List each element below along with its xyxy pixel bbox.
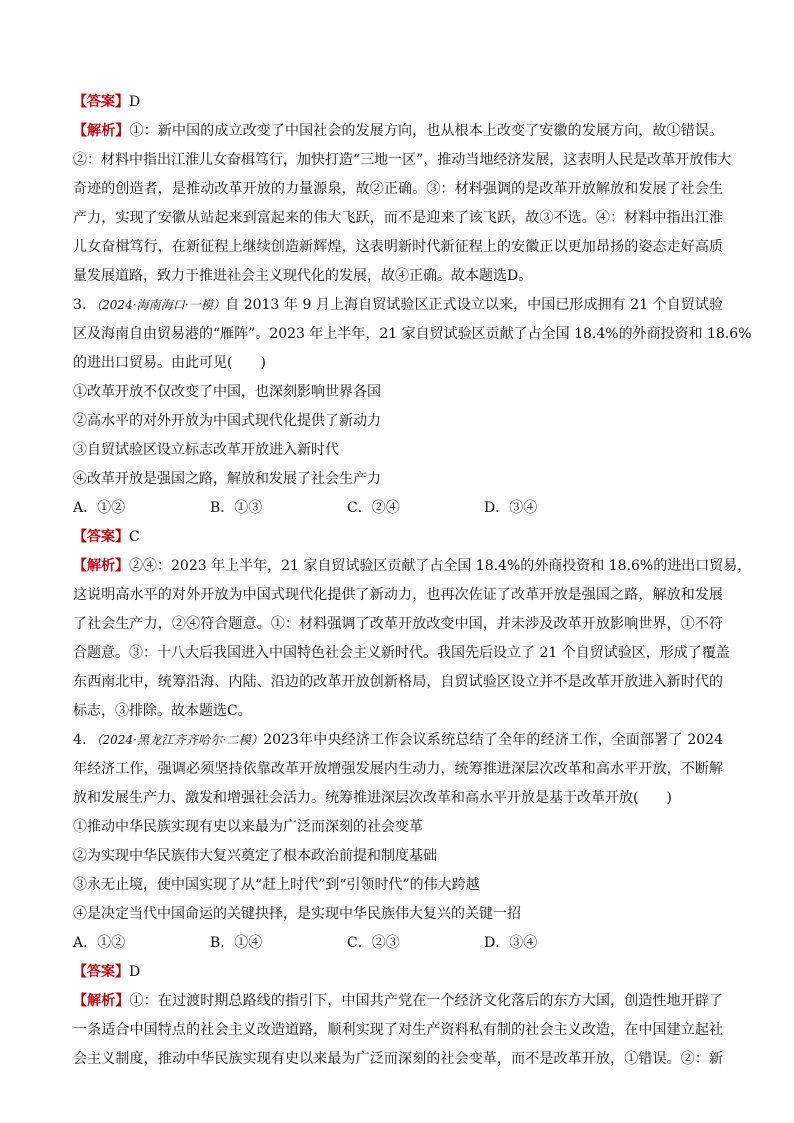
q4-analysis-line-2: 一条适合中国特点的社会主义改造道路，顺利实现了对生产资料私有制的社会主义改造，在中国建立起社 <box>73 1022 723 1038</box>
q4-options <box>73 933 723 953</box>
q3-stem-line-3: 的进出口贸易。由此可见( ) <box>73 355 266 371</box>
q3-item-4: ④改革开放是强国之路，解放和发展了社会生产力 <box>73 471 381 487</box>
q3-source: （2024·海南海口·一模） <box>96 298 226 312</box>
q3-option-d[interactable]: D．③④ <box>484 500 538 516</box>
q3-answer-value: C <box>129 529 140 545</box>
q3-answer-row <box>73 527 723 547</box>
q4-analysis-line-1: 【解析】①：在过渡时期总路线的指引下，中国共产党在一个经济文化落后的东方大国，创造性地开辟了 <box>73 993 724 1009</box>
q3-analysis-line-2: 这说明高水平的对外开放为中国式现代化提供了新动力，也再次佐证了改革开放是强国之路，解放和发展 <box>73 587 723 603</box>
q2-answer-value: D <box>129 94 141 110</box>
q4-analysis-line-3: 会主义制度，推动中华民族实现有史以来最为广泛而深刻的社会变革，而不是改革开放，①错误。②：新 <box>73 1051 723 1067</box>
answer-label: 【答案】 <box>73 529 129 545</box>
q4-item-3: ③永无止境，使中国实现了从“赶上时代”到“引领时代”的伟大跨越 <box>73 877 480 893</box>
q4-stem-line-1: 4．（2024·黑龙江齐齐哈尔·二模）2023年中央经济工作会议系统总结了全年的经济工作，全面部署了 2024 <box>73 732 723 748</box>
q3-stem-line-2: 区及海南自由贸易港的“雁阵”。2023 年上半年，21 家自贸试验区贡献了占全国 18.4%的外商投资和 18.6% <box>73 326 752 342</box>
q3-options <box>73 498 723 518</box>
q4-option-d[interactable]: D．③④ <box>484 935 538 951</box>
q3-item-1: ①改革开放不仅改变了中国，也深刻影响世界各国 <box>73 384 381 400</box>
analysis-label: 【解析】 <box>73 993 130 1009</box>
q3-analysis-line-6: 标志，③排除。故本题选C。 <box>73 703 252 719</box>
q3-analysis-line-5: 东西南北中，统筹沿海、内陆、沿边的改革开放创新格局，自贸试验区设立并不是改革开放进入新时代的 <box>73 674 723 690</box>
q4-source: （2024·黑龙江齐齐哈尔·二模） <box>96 733 264 747</box>
q4-option-a[interactable]: A．①② <box>73 935 126 951</box>
q3-stem-line-1: 3．（2024·海南海口·一模）自 2013 年 9 月上海自贸试验区正式设立以来，中国已形成拥有 21 个自贸试验 <box>73 297 723 313</box>
q3-item-2: ②高水平的对外开放为中国式现代化提供了新动力 <box>73 413 381 429</box>
q2-analysis-line-5: 儿女奋楫笃行，在新征程上继续创造新辉煌，这表明新时代新征程上的安徽正以更加昂扬的姿态走好高质 <box>73 239 723 255</box>
q3-item-3: ③自贸试验区设立标志改革开放进入新时代 <box>73 442 339 458</box>
q2-analysis-line-4: 产力，实现了安徽从站起来到富起来的伟大飞跃，而不是迎来了该飞跃，故③不选。④：材料中指出江淮 <box>73 210 723 226</box>
analysis-label: 【解析】 <box>73 558 129 574</box>
q3-analysis-line-3: 了社会生产力，②④符合题意。①：材料强调了改革开放改变中国，并未涉及改革开放影响世界，①不符 <box>73 616 723 632</box>
q4-item-1: ①推动中华民族实现有史以来最为广泛而深刻的社会变革 <box>73 819 423 835</box>
q3-number: 3． <box>73 297 97 313</box>
q4-answer-row <box>73 962 723 982</box>
q3-option-b[interactable]: B．①③ <box>210 500 263 516</box>
analysis-label: 【解析】 <box>73 123 130 139</box>
q4-answer-value: D <box>129 964 141 980</box>
q3-analysis-line-4: 合题意。③：十八大后我国进入中国特色社会主义新时代。我国先后设立了 21 个自贸试验区，形成了覆盖 <box>73 645 730 661</box>
q4-item-2: ②为实现中华民族伟大复兴奠定了根本政治前提和制度基础 <box>73 848 437 864</box>
answer-label: 【答案】 <box>73 964 129 980</box>
q4-option-c[interactable]: C．②③ <box>347 935 400 951</box>
q4-item-4: ④是决定当代中国命运的关键抉择，是实现中华民族伟大复兴的关键一招 <box>73 906 521 922</box>
q4-number: 4． <box>73 732 97 748</box>
q2-analysis-line-1: 【解析】①：新中国的成立改变了中国社会的发展方向，也从根本上改变了安徽的发展方向，故①错误。 <box>73 123 724 139</box>
answer-label: 【答案】 <box>73 94 129 110</box>
q3-analysis-line-1: 【解析】②④：2023 年上半年，21 家自贸试验区贡献了占全国 18.4%的外商投资和 18.6%的进出口贸易， <box>73 558 752 574</box>
q4-stem-line-2: 年经济工作，强调必须坚持依靠改革开放增强发展内生动力，统筹推进深层次改革和高水平开放，不断解 <box>73 761 723 777</box>
q4-option-b[interactable]: B．①④ <box>210 935 263 951</box>
q2-answer-row <box>73 92 723 112</box>
q3-option-c[interactable]: C．②④ <box>347 500 400 516</box>
q4-stem-line-3: 放和发展生产力、激发和增强社会活力。统筹推进深层次改革和高水平开放是基于改革开放( ) <box>73 790 672 806</box>
q2-analysis-line-2: ②：材料中指出江淮儿女奋楫笃行，加快打造“三地一区”，推动当地经济发展，这表明人民是改革开放伟大 <box>73 152 732 168</box>
q2-analysis-line-6: 量发展道路，致力于推进社会主义现代化的发展，故④正确。故本题选D。 <box>73 268 533 284</box>
q2-analysis-line-3: 奇迹的创造者，是推动改革开放的力量源泉，故②正确。③：材料强调的是改革开放解放和发展了社会生 <box>73 181 723 197</box>
q3-option-a[interactable]: A．①② <box>73 500 126 516</box>
